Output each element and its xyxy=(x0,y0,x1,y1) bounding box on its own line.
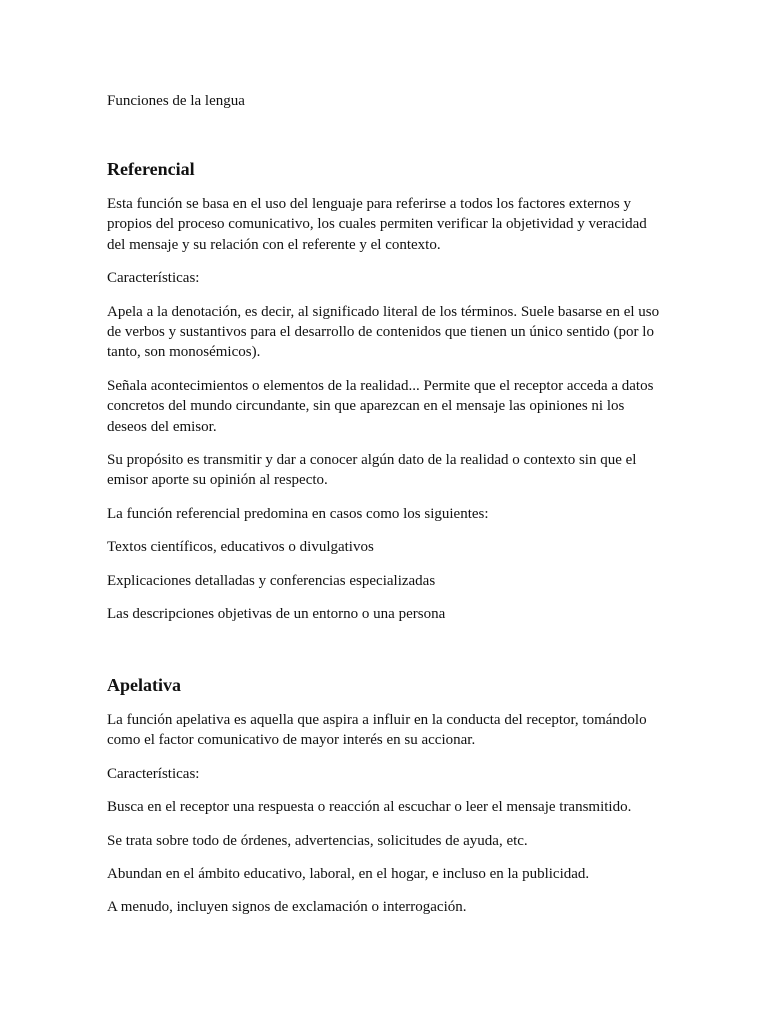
section-referencial xyxy=(107,158,667,638)
paragraph-definition: Esta función se basa en el uso del lenguaje para referirse a todos los factores externos y propios del proceso comunicativo, los cuales permiten verificar la objetividad y veracidad del mensaje y su relación con el referente y el contexto. xyxy=(107,196,647,253)
list-item: Textos científicos, educativos o divulgativos xyxy=(107,539,374,556)
document-title: Funciones de la lengua xyxy=(107,93,245,109)
list-item: Abundan en el ámbito educativo, laboral, en el hogar, e incluso en la publicidad. xyxy=(107,866,590,883)
paragraph: Señala acontecimientos o elementos de la realidad... Permite que el receptor acceda a datos concretos del mundo circundante, sin que aparezcan en el mensaje las opiniones ni los deseos del emisor. xyxy=(107,377,654,435)
paragraph-definition: La función apelativa es aquella que aspira a influir en la conducta del receptor, tomándolo como el factor comunicativo de mayor interés en su accionar. xyxy=(107,712,647,749)
paragraph-characteristics-label: Características: xyxy=(107,270,200,287)
paragraph: La función referencial predomina en casos como los siguientes: xyxy=(107,505,489,522)
list-item: Explicaciones detalladas y conferencias especializadas xyxy=(107,572,436,589)
list-item: Las descripciones objetivas de un entorno o una persona xyxy=(107,606,446,623)
section-heading: Apelativa xyxy=(107,675,181,695)
paragraph-characteristics-label: Características: xyxy=(107,765,200,782)
paragraph: Apela a la denotación, es decir, al significado literal de los términos. Suele basarse en el uso de verbos y sustantivos para el desarrollo de contenidos que tienen un único sentido (por lo tanto, son monosémicos). xyxy=(107,303,660,361)
paragraph: Su propósito es transmitir y dar a conocer algún dato de la realidad o contexto sin que el emisor aporte su opinión al respecto. xyxy=(107,452,637,489)
list-item: Se trata sobre todo de órdenes, advertencias, solicitudes de ayuda, etc. xyxy=(107,832,528,849)
section-heading: Referencial xyxy=(107,159,195,179)
section-apelativa xyxy=(107,674,667,931)
list-item: A menudo, incluyen signos de exclamación o interrogación. xyxy=(107,899,467,916)
list-item: Busca en el receptor una respuesta o reacción al escuchar o leer el mensaje transmitido. xyxy=(107,799,632,816)
